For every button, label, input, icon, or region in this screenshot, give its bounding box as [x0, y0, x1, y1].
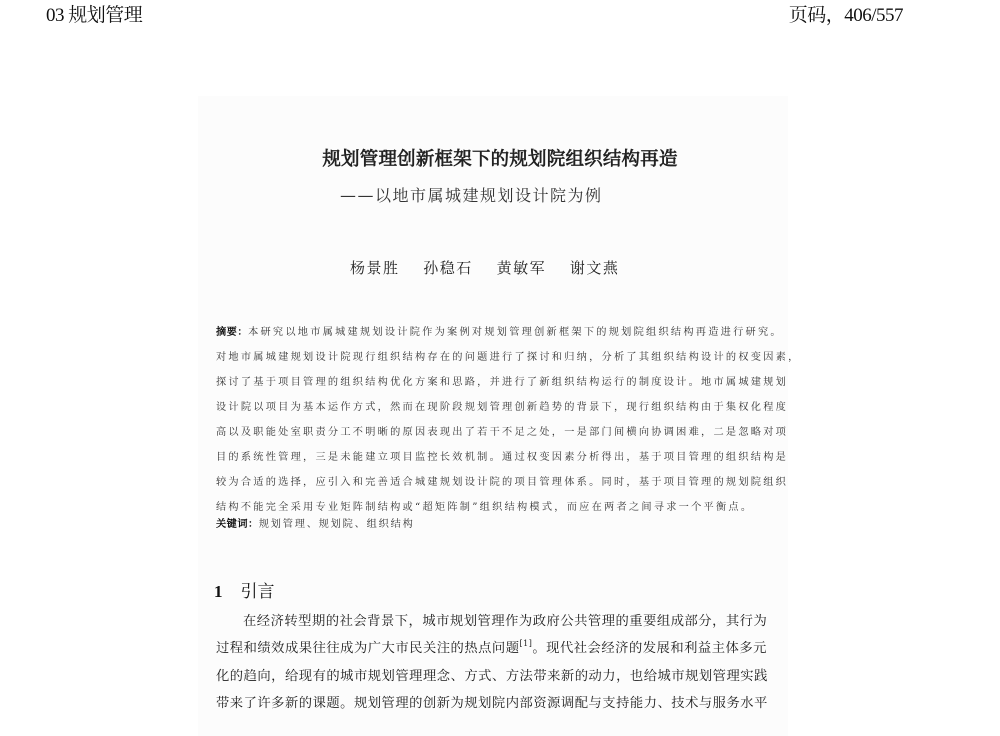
section-heading: [214, 577, 275, 602]
abstract-line: 较为合适的选择，应引入和完善适合城建规划设计院的项目管理体系。同时，基于项目管理的规划院组织: [216, 477, 789, 488]
abstract-line: 目的系统性管理，三是未能建立项目监控长效机制。通过权变因素分析得出，基于项目管理的组织结构是: [216, 452, 789, 463]
page-indicator: 页码，406/557: [788, 5, 903, 26]
author: 孙稳石: [423, 259, 473, 277]
body-line: 在经济转型期的社会背景下，城市规划管理作为政府公共管理的重要组成部分，其行为: [243, 614, 768, 629]
abstract: [216, 320, 801, 520]
body-line: 化的趋向，给现有的城市规划管理理念、方式、方法带来新的动力，也给城市规划管理实践: [216, 668, 768, 684]
abstract-line: 摘要：本研究以地市属城建规划设计院作为案例对规划管理创新框架下的规划院组织结构再造进行研究。: [216, 327, 783, 338]
keywords-text: 规划管理、规划院、组织结构: [258, 519, 415, 530]
author-list: [350, 257, 638, 278]
citation-ref: [1]: [519, 639, 533, 649]
body-line: 带来了许多新的课题。规划管理的创新为规划院内部资源调配与支持能力、技术与服务水平: [216, 695, 768, 711]
paper-subtitle: ——以地市属城建规划设计院为例: [340, 186, 603, 205]
abstract-line: 设计院以项目为基本运作方式，然而在现阶段规划管理创新趋势的背景下，现行组织结构由于集权化程度: [216, 402, 789, 413]
running-header: [0, 0, 1000, 28]
author: 黄敏军: [496, 259, 547, 277]
abstract-label: 摘要：: [216, 327, 249, 338]
abstract-line: 高以及职能处室职责分工不明晰的原因表现出了若干不足之处，一是部门间横向协调困难，二是忽略对项: [216, 427, 789, 438]
keywords-label: 关键词：: [216, 519, 259, 530]
abstract-line: 对地市属城建规划设计院现行组织结构存在的问题进行了探讨和归纳，分析了其组织结构设计的权变因素，: [216, 352, 801, 363]
abstract-line: 结构不能完全采用专业矩阵制结构或“超矩阵制”组织结构模式，而应在两者之间寻求一个平衡点。: [216, 502, 754, 513]
section-title: 引言: [240, 582, 275, 602]
section-number: 1: [214, 582, 223, 601]
section-label: 03 规划管理: [46, 5, 143, 26]
section-body: [216, 608, 776, 717]
author: 谢文燕: [569, 259, 620, 277]
body-line: 过程和绩效成果往往成为广大市民关注的热点问题[1]。现代社会经济的发展和利益主体多元: [216, 639, 767, 657]
paper-title: 规划管理创新框架下的规划院组织结构再造: [322, 149, 678, 170]
abstract-line: 探讨了基于项目管理的组织结构优化方案和思路，并进行了新组织结构运行的制度设计。地市属城建规划: [216, 377, 789, 388]
keywords: [216, 515, 415, 530]
author: 杨景胜: [350, 259, 400, 277]
